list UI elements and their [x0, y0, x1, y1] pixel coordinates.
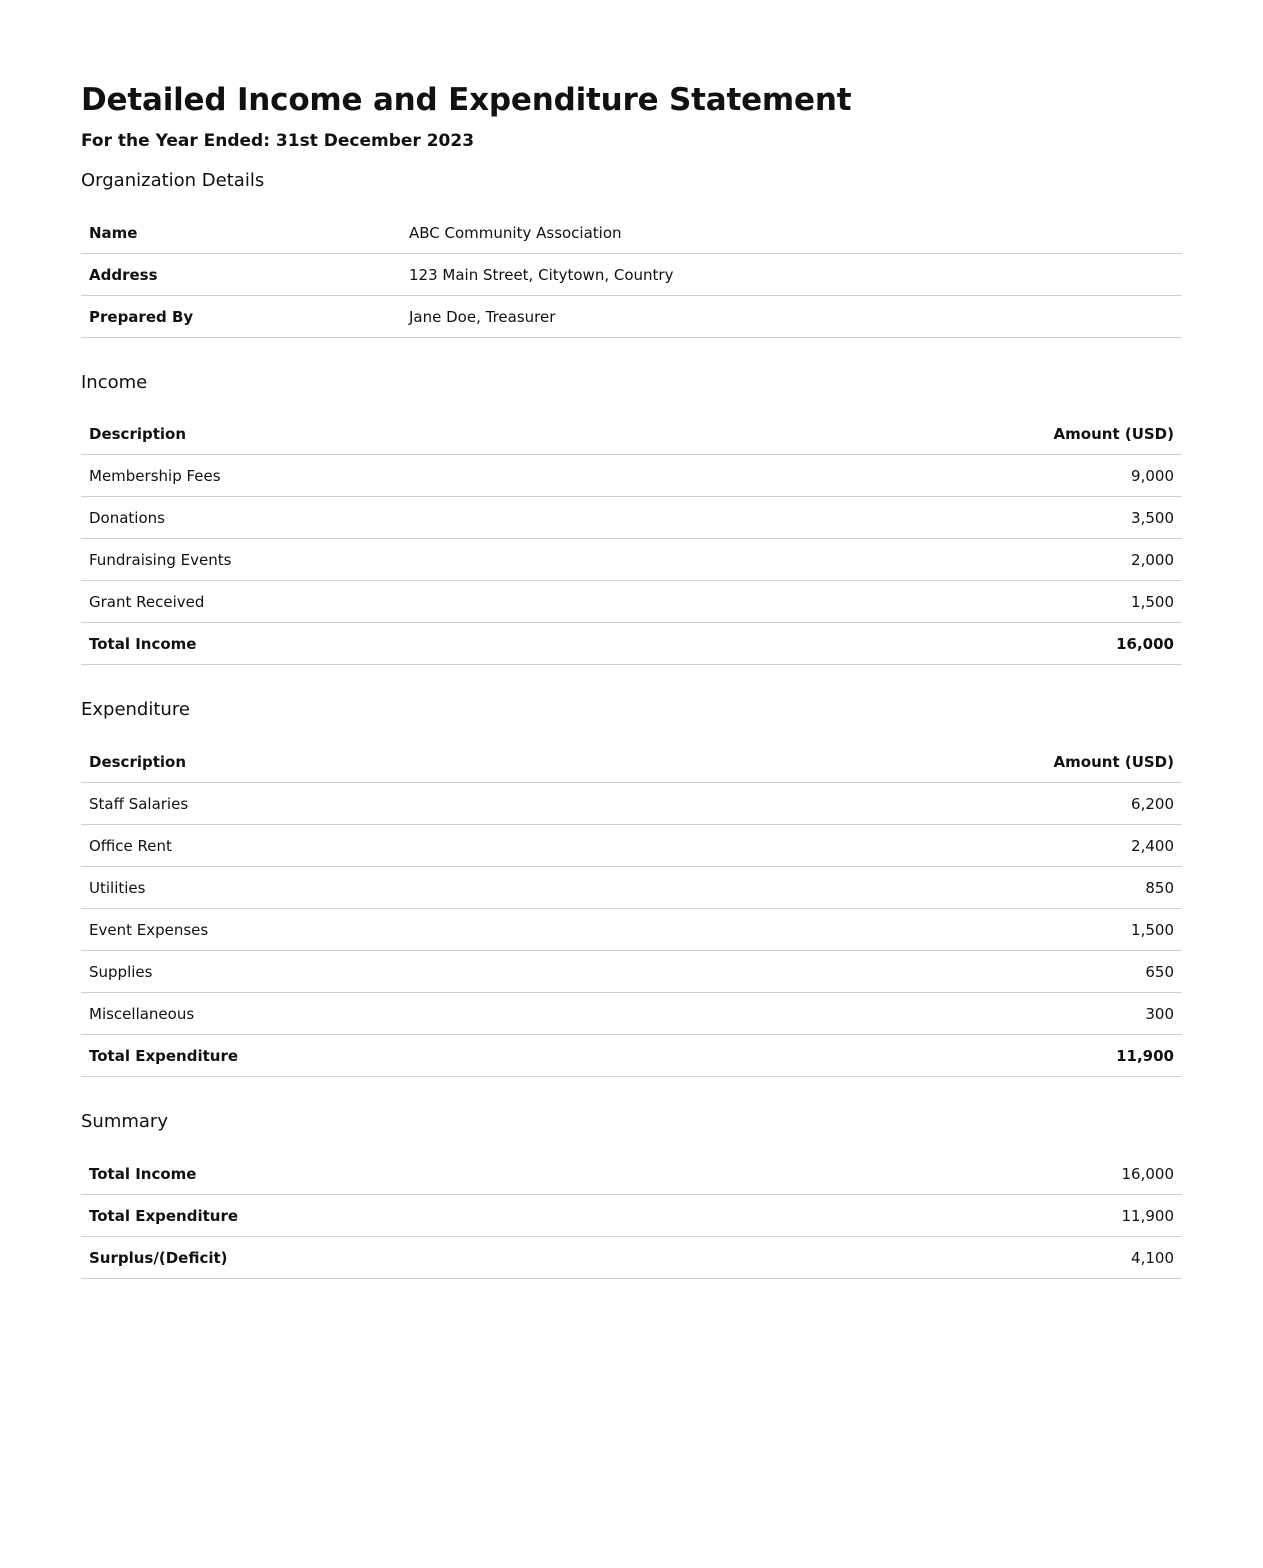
page-title: Detailed Income and Expenditure Statement: [81, 82, 852, 118]
expenditure-description: Staff Salaries: [81, 783, 684, 825]
table-row: [81, 1195, 1182, 1237]
expenditure-description: Event Expenses: [81, 909, 684, 951]
expenditure-amount: 1,500: [684, 909, 1182, 951]
table-row: [81, 825, 1182, 867]
summary-surplus-label: Surplus/(Deficit): [81, 1237, 859, 1279]
org-prepared-by-label: Prepared By: [81, 296, 401, 338]
income-total-label: Total Income: [81, 623, 673, 665]
expenditure-amount: 6,200: [684, 783, 1182, 825]
summary-total-income-amount: 16,000: [859, 1153, 1182, 1195]
table-row: [81, 581, 1182, 623]
expenditure-table: [81, 741, 1182, 1077]
expenditure-amount: 2,400: [684, 825, 1182, 867]
income-description: Donations: [81, 497, 673, 539]
table-row: [81, 1153, 1182, 1195]
summary-total-expenditure-amount: 11,900: [859, 1195, 1182, 1237]
expenditure-description: Miscellaneous: [81, 993, 684, 1035]
income-amount: 9,000: [673, 455, 1182, 497]
income-amount: 3,500: [673, 497, 1182, 539]
table-row: [81, 539, 1182, 581]
period-subtitle: For the Year Ended: 31st December 2023: [81, 131, 475, 151]
summary-total-expenditure-label: Total Expenditure: [81, 1195, 859, 1237]
summary-heading: Summary: [81, 1111, 168, 1132]
expenditure-description-header: Description: [81, 741, 684, 783]
table-row: [81, 993, 1182, 1035]
summary-table: [81, 1153, 1182, 1279]
expenditure-description: Supplies: [81, 951, 684, 993]
expenditure-amount-header: Amount (USD): [684, 741, 1182, 783]
income-amount: 1,500: [673, 581, 1182, 623]
income-table: [81, 413, 1182, 665]
org-name-value: ABC Community Association: [401, 212, 1182, 254]
table-row: [81, 212, 1182, 254]
income-amount: 2,000: [673, 539, 1182, 581]
summary-total-income-label: Total Income: [81, 1153, 859, 1195]
income-total-row: [81, 623, 1182, 665]
expenditure-description: Office Rent: [81, 825, 684, 867]
income-description: Fundraising Events: [81, 539, 673, 581]
income-description-header: Description: [81, 413, 673, 455]
expenditure-amount: 650: [684, 951, 1182, 993]
summary-surplus-amount: 4,100: [859, 1237, 1182, 1279]
expenditure-description: Utilities: [81, 867, 684, 909]
table-row: [81, 455, 1182, 497]
table-row: [81, 909, 1182, 951]
table-row: [81, 783, 1182, 825]
income-heading: Income: [81, 372, 148, 393]
organization-heading: Organization Details: [81, 170, 265, 191]
table-row: [81, 951, 1182, 993]
table-row: [81, 1237, 1182, 1279]
expenditure-total-row: [81, 1035, 1182, 1077]
table-row: [81, 296, 1182, 338]
table-header-row: [81, 741, 1182, 783]
org-address-label: Address: [81, 254, 401, 296]
table-row: [81, 867, 1182, 909]
table-header-row: [81, 413, 1182, 455]
table-row: [81, 497, 1182, 539]
table-row: [81, 254, 1182, 296]
income-description: Grant Received: [81, 581, 673, 623]
income-amount-header: Amount (USD): [673, 413, 1182, 455]
expenditure-heading: Expenditure: [81, 699, 190, 720]
income-description: Membership Fees: [81, 455, 673, 497]
expenditure-amount: 300: [684, 993, 1182, 1035]
expenditure-total-amount: 11,900: [684, 1035, 1182, 1077]
income-total-amount: 16,000: [673, 623, 1182, 665]
organization-table: [81, 212, 1182, 338]
org-name-label: Name: [81, 212, 401, 254]
org-prepared-by-value: Jane Doe, Treasurer: [401, 296, 1182, 338]
expenditure-amount: 850: [684, 867, 1182, 909]
org-address-value: 123 Main Street, Citytown, Country: [401, 254, 1182, 296]
expenditure-total-label: Total Expenditure: [81, 1035, 684, 1077]
